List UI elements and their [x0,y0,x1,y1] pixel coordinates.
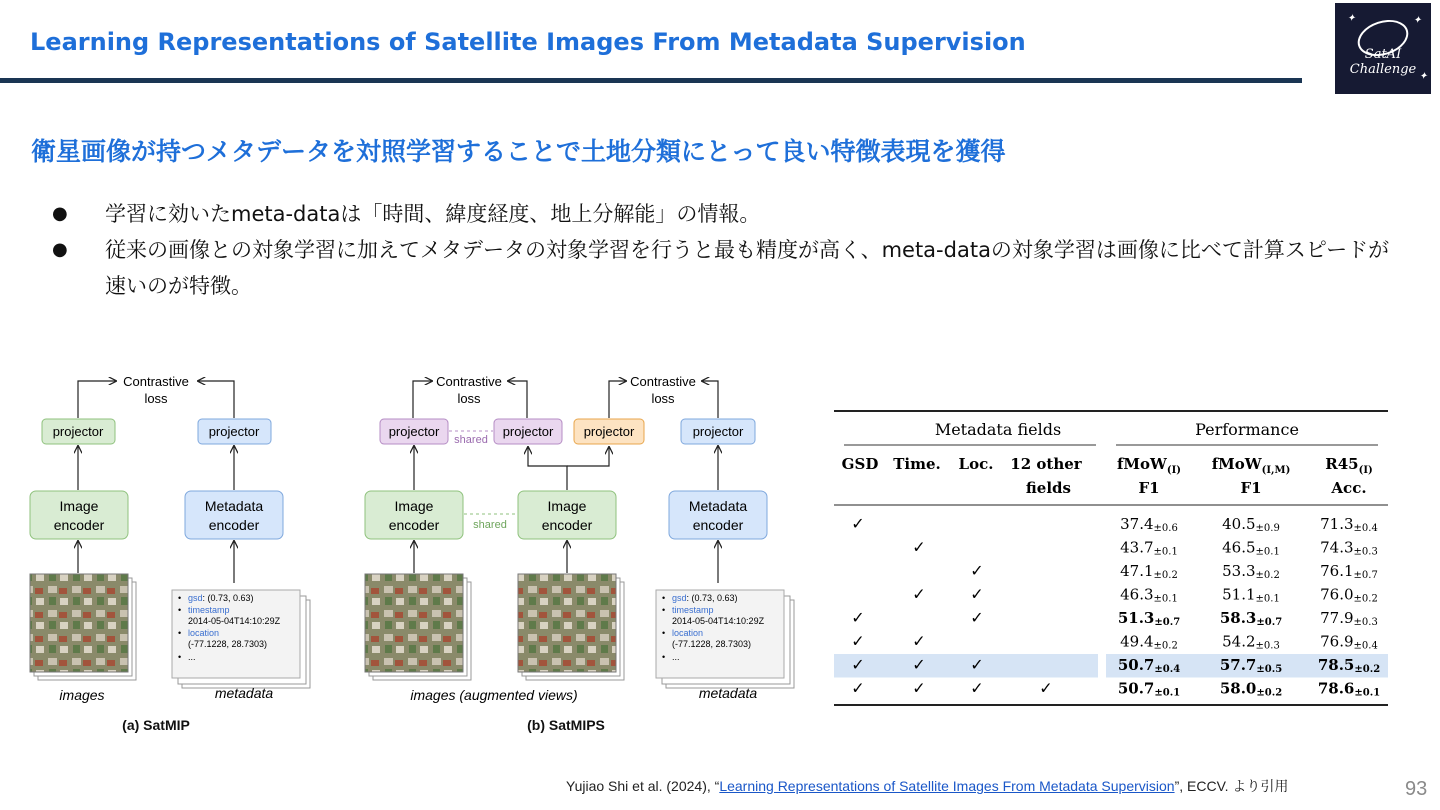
svg-text:•: • [662,593,666,603]
svg-text:...: ... [672,652,680,662]
metric-value: 76.1±0.7 [1320,562,1378,581]
metric-value: 74.3±0.3 [1320,538,1378,558]
bullet-list [52,196,1392,304]
metric-value: 78.6±0.1 [1317,679,1381,699]
svg-text:encoder: encoder [208,517,260,533]
metadata-label: metadata [214,685,274,701]
check-mark: ✓ [851,678,865,698]
metric-value: 78.5±0.2 [1317,656,1381,675]
svg-text:projector: projector [583,424,635,439]
logo-text-1: SatAI [1364,47,1402,62]
metric-value: 58.3±0.7 [1219,609,1283,628]
svg-text:Image: Image [59,498,99,514]
metric-value: 76.0±0.2 [1320,585,1378,605]
metric-value: 53.3±0.2 [1222,562,1280,581]
svg-text:F1: F1 [1138,479,1160,497]
slide-subtitle: 衛星画像が持つメタデータを対照学習することで土地分類にとって良い特徴表現を獲得 [31,137,1006,166]
shared-label: shared [473,519,507,531]
metric-value: 37.4±0.6 [1120,515,1178,534]
svg-text:timestamp: timestamp [188,605,230,615]
citation-prefix: Yujiao Shi et al. (2024), “ [566,778,720,794]
satmips-diagram [365,374,794,733]
svg-text:2014-05-04T14:10:29Z: 2014-05-04T14:10:29Z [672,616,765,626]
check-mark: ✓ [912,631,926,651]
svg-text:location: location [672,628,704,638]
metric-value: 77.9±0.3 [1320,609,1378,628]
svg-text:Contrastive: Contrastive [630,374,696,389]
svg-text:Acc.: Acc. [1331,479,1367,497]
check-mark: ✓ [970,678,984,698]
metric-value: 54.2±0.3 [1222,632,1280,652]
shared-label: shared [454,434,488,446]
results-table [834,410,1390,710]
contrastive-loss-label: Contrastive [123,374,189,389]
metric-value: 51.3±0.7 [1117,609,1181,628]
svg-text:•: • [662,628,666,638]
svg-text:projector: projector [208,424,260,439]
check-mark: ✓ [970,561,984,580]
title-rule [0,78,1302,83]
check-mark: ✓ [851,655,865,674]
svg-text:loss: loss [457,391,481,406]
svg-text:•: • [178,628,182,638]
metric-value: 46.5±0.1 [1222,538,1280,558]
svg-text:•: • [662,652,666,662]
metric-value: 40.5±0.9 [1222,515,1280,534]
augmented-images-label: images (augmented views) [410,687,578,703]
citation [566,776,1288,796]
contrastive-loss-label: loss [144,391,168,406]
metric-value: 46.3±0.1 [1120,585,1178,605]
svg-text:Metadata: Metadata [204,498,264,514]
col-header-r45: $R45_{(I)}$ [1325,455,1373,476]
svg-text:encoder: encoder [53,517,105,533]
col-header-fmow-im: fMoW$_{(I,M)}$ [1211,455,1291,476]
metric-value: 57.7±0.5 [1219,656,1283,675]
svg-text:timestamp: timestamp [672,605,714,615]
svg-text:(-77.1228, 28.7303): (-77.1228, 28.7303) [672,639,752,649]
svg-text:•: • [178,652,182,662]
table-body [834,514,1388,699]
svg-text:encoder: encoder [541,517,593,533]
check-mark: ✓ [912,584,926,604]
check-mark: ✓ [970,584,984,604]
col-header-gsd: GSD [841,455,879,473]
svg-text:projector: projector [388,424,440,439]
col-header-other: fields [1025,479,1071,497]
col-header-fmow-i: fMoW$_{(I)}$ [1116,455,1182,476]
check-mark: ✓ [1039,678,1053,698]
col-header-other: 12 other [1010,455,1082,473]
check-mark: ✓ [912,678,926,698]
svg-text:gsd: (0.73, 0.63): gsd: (0.73, 0.63) [188,593,254,603]
svg-text:•: • [662,605,666,615]
check-mark: ✓ [851,514,865,533]
svg-text:(-77.1228, 28.7303): (-77.1228, 28.7303) [188,639,268,649]
star-icon: ✦ [1413,15,1422,26]
satmip-diagram [30,374,310,733]
paper-link[interactable]: Learning Representations of Satellite Images From Metadata Supervision [719,778,1175,794]
svg-text:projector: projector [502,424,554,439]
star-icon: ✦ [1347,13,1356,24]
citation-suffix: ”, ECCV. より引用 [1174,778,1289,794]
svg-text:projector: projector [692,424,744,439]
svg-text:•: • [178,593,182,603]
satai-challenge-logo [1335,3,1431,94]
metric-value: 47.1±0.2 [1120,562,1178,581]
metric-value: 71.3±0.4 [1320,515,1378,534]
satellite-image [365,574,463,672]
svg-text:2014-05-04T14:10:29Z: 2014-05-04T14:10:29Z [188,616,281,626]
caption-satmip: (a) SatMIP [122,717,190,733]
svg-text:encoder: encoder [388,517,440,533]
col-header-time: Time. [893,455,941,473]
metric-value: 43.7±0.1 [1120,538,1178,558]
satellite-image [30,574,128,672]
metric-value: 49.4±0.2 [1120,632,1178,652]
page-number: 93 [1405,778,1428,800]
svg-text:F1: F1 [1240,479,1262,497]
check-mark: ✓ [970,655,984,674]
group-header-performance: Performance [1195,420,1299,439]
metric-value: 50.7±0.1 [1117,679,1181,699]
group-header-metadata: Metadata fields [934,420,1062,439]
slide-title: Learning Representations of Satellite Images From Metadata Supervision [30,28,1026,56]
check-mark: ✓ [851,631,865,651]
bullet-item: ● 学習に効いたmeta-dataは「時間、緯度経度、地上分解能」の情報。 [52,196,1392,232]
svg-text:projector: projector [52,424,104,439]
svg-text:...: ... [188,652,196,662]
logo-text-2: Challenge [1349,62,1417,77]
architecture-figure [22,368,812,748]
check-mark: ✓ [851,608,865,627]
metric-value: 58.0±0.2 [1219,679,1283,699]
metadata-label: metadata [698,685,758,701]
svg-text:Metadata: Metadata [688,498,748,514]
svg-text:Image: Image [547,498,587,514]
highlight-band [834,654,1098,678]
svg-text:loss: loss [651,391,675,406]
svg-text:Contrastive: Contrastive [436,374,502,389]
satellite-image [518,574,616,672]
star-icon: ✦ [1419,71,1428,82]
check-mark: ✓ [912,537,926,557]
check-mark: ✓ [970,608,984,627]
caption-satmips: (b) SatMIPS [527,717,605,733]
svg-text:•: • [178,605,182,615]
svg-text:gsd: (0.73, 0.63): gsd: (0.73, 0.63) [672,593,738,603]
col-header-loc: Loc. [958,455,994,473]
svg-text:encoder: encoder [692,517,744,533]
metric-value: 51.1±0.1 [1222,585,1280,605]
check-mark: ✓ [912,655,926,674]
svg-text:Image: Image [394,498,434,514]
metric-value: 76.9±0.4 [1320,632,1378,652]
metric-value: 50.7±0.4 [1117,656,1181,675]
svg-text:location: location [188,628,220,638]
images-label: images [59,687,105,703]
bullet-item: ● 従来の画像との対象学習に加えてメタデータの対象学習を行うと最も精度が高く、meta-dataの対象学習は画像に比べて計算スピードが速いのが特徴。 [52,232,1392,304]
